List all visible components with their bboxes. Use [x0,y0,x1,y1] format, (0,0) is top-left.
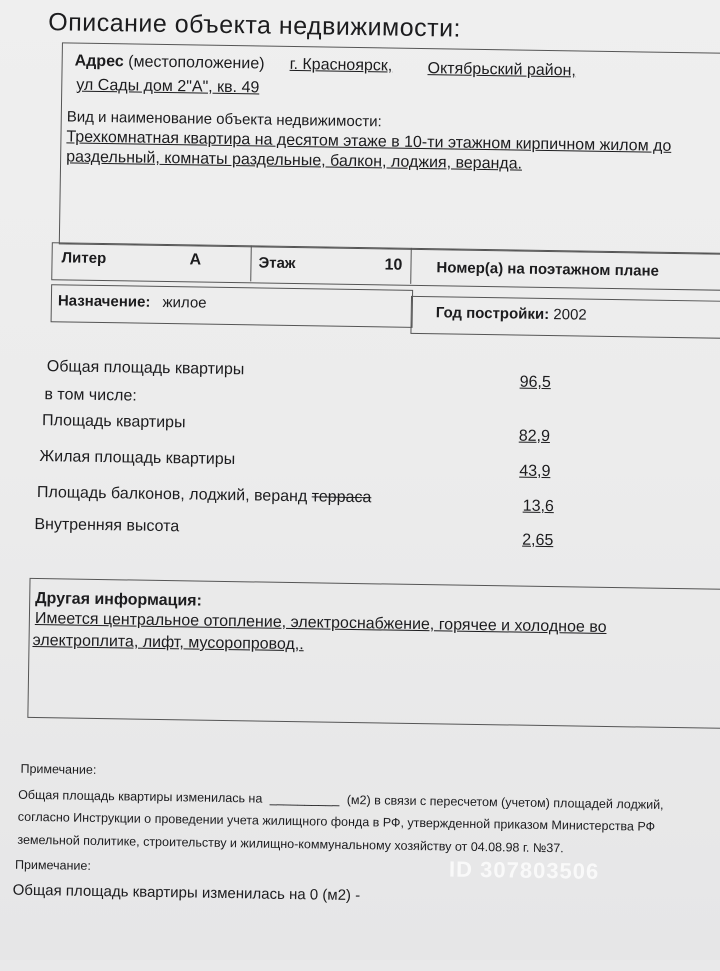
note-label: Примечание: [20,761,97,777]
note-text: (м2) в связи с пересчетом (учетом) площадей лоджий, [346,792,664,812]
year-label: Год постройки: [435,304,550,324]
area-label: Площадь балконов, лоджий, веранд [36,484,308,506]
purpose-value: жилое [162,293,207,312]
area-label: Жилая площадь квартиры [39,448,236,469]
floor-label: Этаж [258,254,296,273]
area-label: Внутренняя высота [34,515,180,536]
area-value: 43,9 [519,462,551,481]
address-label-suffix: (местоположение) [128,53,265,73]
area-value: 2,65 [522,531,554,550]
liter-value: А [189,251,202,269]
liter-label: Литер [61,249,107,268]
note-label: Примечание: [14,857,91,873]
note-text: Общая площадь квартиры изменилась на [18,787,263,806]
watermark: ID 307803506 [448,856,600,884]
other-info-label: Другая информация: [35,589,203,610]
other-info-line-1: Имеется центральное отопление, электроснабжение, горячее и холодное во [34,609,607,636]
object-label: Вид и наименование объекта недвижимости: [66,108,382,131]
address-street: ул Сады дом 2"А", кв. 49 [76,76,260,97]
area-subheading: в том числе: [44,386,137,405]
address-city: г. Красноярск, [289,55,393,75]
address-label-group [75,53,265,74]
area-struck-word: терраса [311,488,372,507]
area-value: 82,9 [518,427,551,446]
year-group [436,304,587,323]
purpose-label: Назначение: [57,292,151,311]
note-blank: __________ [269,791,340,807]
floor-value: 10 [384,256,403,274]
object-line-2: раздельный, комнаты раздельные, балкон, лоджия, веранда. [66,148,523,173]
object-line-1: Трехкомнатная квартира на десятом этаже в 10-ти этажном кирпичном жилом до [66,128,672,155]
address-district: Октябрьский район, [427,60,576,80]
note-2-line-1: Общая площадь квартиры изменилась на 0 (м2) - [12,881,361,905]
area-label: Площадь квартиры [41,412,186,432]
address-label: Адрес [74,52,124,71]
area-label: Общая площадь квартиры [46,358,245,379]
note-line-2: согласно Инструкции о проведении учета жилищного фонда в РФ, утвержденной приказом Министерства РФ [17,809,656,834]
year-value: 2002 [553,306,587,324]
purpose-group [58,292,207,311]
area-value: 96,5 [519,373,551,392]
document-title: Описание объекта недвижимости: [48,8,462,43]
note-line-3: земельной политике, строительству и жилищно-коммунальному хозяйству от 04.08.98 г. №37. [17,832,564,856]
area-label-group [37,484,372,507]
other-info-line-2: электроплита, лифт, мусоропровод,. [32,631,304,654]
note-line-1 [18,788,664,812]
floor-plan-label: Номер(а) на поэтажном плане [436,259,660,280]
area-value: 13,6 [522,497,555,516]
